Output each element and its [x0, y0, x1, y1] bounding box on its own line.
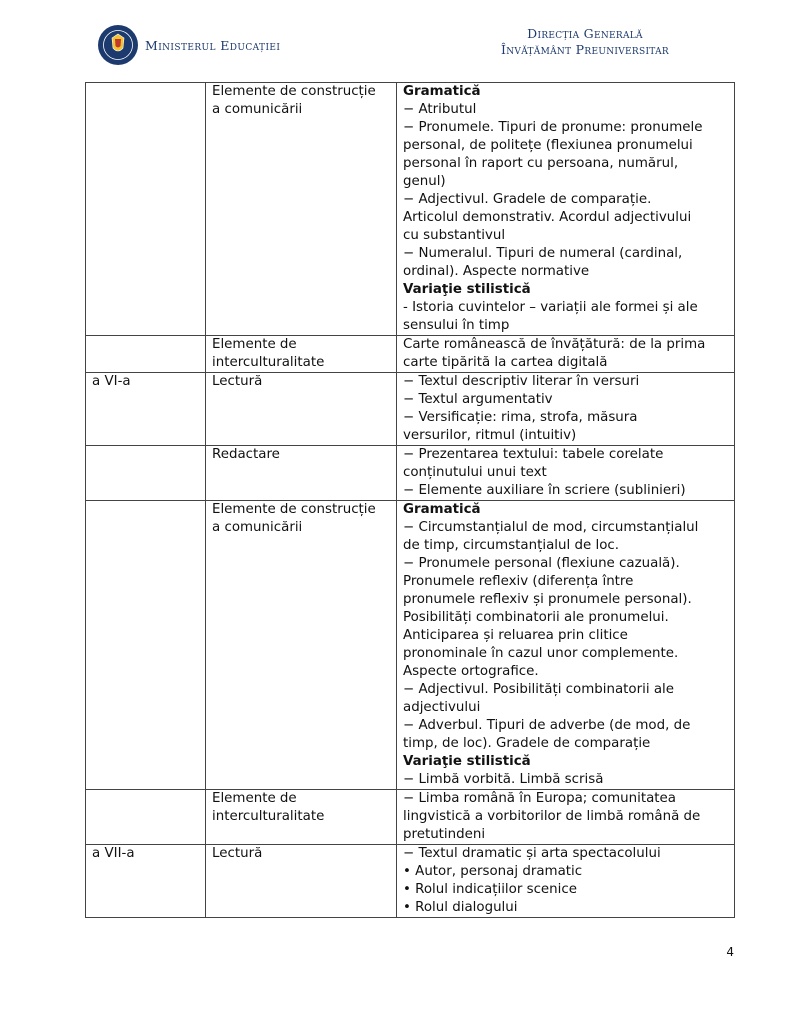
content-line: Articolul demonstrativ. Acordul adjectivului: [403, 210, 692, 225]
content-cell: [397, 83, 735, 336]
grade-cell: [86, 790, 206, 845]
table-row: [86, 373, 735, 446]
grade-cell: [86, 446, 206, 501]
content-line: cu substantivul: [403, 228, 506, 243]
grade-cell: [86, 845, 206, 918]
direction-line-1: Direcția Generală: [527, 26, 643, 41]
content-cell: [397, 845, 735, 918]
content-heading: Variaţie stilistică: [403, 282, 531, 297]
content-line: genul): [403, 174, 446, 189]
content-cell: [397, 373, 735, 446]
curriculum-table: [85, 82, 735, 918]
page-number: 4: [726, 945, 734, 959]
content-line: − Prezentarea textului: tabele corelate: [403, 447, 664, 462]
domain-text: Lectură: [212, 374, 263, 389]
content-line: − Limba română în Europa; comunitatea: [403, 791, 676, 806]
content-line: − Pronumele. Tipuri de pronume: pronumele: [403, 120, 703, 135]
content-line: - Istoria cuvintelor – variații ale formei și ale: [403, 300, 698, 315]
content-line: − Pronumele personal (flexiune cazuală).: [403, 556, 680, 571]
content-line: sensului în timp: [403, 318, 510, 333]
content-line: − Adverbul. Tipuri de adverbe (de mod, de: [403, 718, 691, 733]
content-line: personal în raport cu persoana, numărul,: [403, 156, 679, 171]
content-line: pronumele reflexiv și pronumele personal).: [403, 592, 692, 607]
content-line: − Textul descriptiv literar în versuri: [403, 374, 640, 389]
government-emblem-icon: [97, 24, 139, 66]
domain-text: Elemente de construcție: [212, 84, 376, 99]
direction-title: [501, 26, 669, 58]
domain-text: a comunicării: [212, 520, 303, 535]
domain-text: Elemente de: [212, 791, 297, 806]
content-line: Anticiparea și reluarea prin clitice: [403, 628, 628, 643]
table-row: [86, 845, 735, 918]
grade-cell: [86, 336, 206, 373]
content-heading: Gramatică: [403, 502, 481, 517]
domain-text: Lectură: [212, 846, 263, 861]
content-line: personal, de politețe (flexiunea pronumelui: [403, 138, 693, 153]
domain-cell: [206, 83, 397, 336]
ministry-name: Ministerul Educației: [145, 38, 281, 53]
direction-line-2: Învățământ Preuniversitar: [500, 42, 669, 57]
content-line: − Limbă vorbită. Limbă scrisă: [403, 772, 604, 787]
content-line: ordinal). Aspecte normative: [403, 264, 590, 279]
domain-cell: [206, 845, 397, 918]
content-cell: [397, 790, 735, 845]
content-line: − Circumstanțialul de mod, circumstanțialul: [403, 520, 699, 535]
grade-label: a VII-a: [92, 846, 135, 861]
content-line: carte tipărită la cartea digitală: [403, 355, 608, 370]
content-line: pronominale în cazul unor complemente.: [403, 646, 679, 661]
table-row: [86, 83, 735, 336]
content-line: versurilor, ritmul (intuitiv): [403, 428, 577, 443]
content-line: Posibilități combinatorii ale pronumelui.: [403, 610, 669, 625]
content-line: Aspecte ortografice.: [403, 664, 539, 679]
table-row: [86, 501, 735, 790]
domain-cell: [206, 373, 397, 446]
content-line: conținutului unui text: [403, 465, 547, 480]
content-heading: Gramatică: [403, 84, 481, 99]
content-line: timp, de loc). Gradele de comparație: [403, 736, 651, 751]
content-line: − Numeralul. Tipuri de numeral (cardinal,: [403, 246, 683, 261]
content-line: lingvistică a vorbitorilor de limbă română de: [403, 809, 701, 824]
domain-text: a comunicării: [212, 102, 303, 117]
content-cell: [397, 446, 735, 501]
content-line: • Rolul dialogului: [403, 900, 518, 915]
content-heading: Variaţie stilistică: [403, 754, 531, 769]
content-line: − Elemente auxiliare în scriere (sublinieri): [403, 483, 686, 498]
content-line: de timp, circumstanțialul de loc.: [403, 538, 620, 553]
content-line: − Textul dramatic și arta spectacolului: [403, 846, 661, 861]
domain-text: Elemente de construcție: [212, 502, 376, 517]
grade-cell: [86, 501, 206, 790]
content-cell: [397, 336, 735, 373]
content-line: Carte românească de învățătură: de la prima: [403, 337, 706, 352]
content-cell: [397, 501, 735, 790]
content-line: • Autor, personaj dramatic: [403, 864, 583, 879]
domain-text: interculturalitate: [212, 355, 325, 370]
content-line: Pronumele reflexiv (diferența între: [403, 574, 634, 589]
content-line: • Rolul indicațiilor scenice: [403, 882, 577, 897]
content-line: pretutindeni: [403, 827, 486, 842]
page-header: [0, 0, 791, 78]
table-row: [86, 336, 735, 373]
domain-text: Elemente de: [212, 337, 297, 352]
content-line: − Textul argumentativ: [403, 392, 553, 407]
domain-cell: [206, 336, 397, 373]
table-row: [86, 446, 735, 501]
grade-label: a VI-a: [92, 374, 131, 389]
content-line: − Adjectivul. Posibilități combinatorii ale: [403, 682, 674, 697]
domain-cell: [206, 501, 397, 790]
content-line: − Atributul: [403, 102, 477, 117]
grade-cell: [86, 83, 206, 336]
content-line: − Versificație: rima, strofa, măsura: [403, 410, 638, 425]
content-line: − Adjectivul. Gradele de comparație.: [403, 192, 652, 207]
domain-cell: [206, 790, 397, 845]
table-row: [86, 790, 735, 845]
content-line: adjectivului: [403, 700, 481, 715]
grade-cell: [86, 373, 206, 446]
domain-text: Redactare: [212, 447, 280, 462]
domain-text: interculturalitate: [212, 809, 325, 824]
domain-cell: [206, 446, 397, 501]
